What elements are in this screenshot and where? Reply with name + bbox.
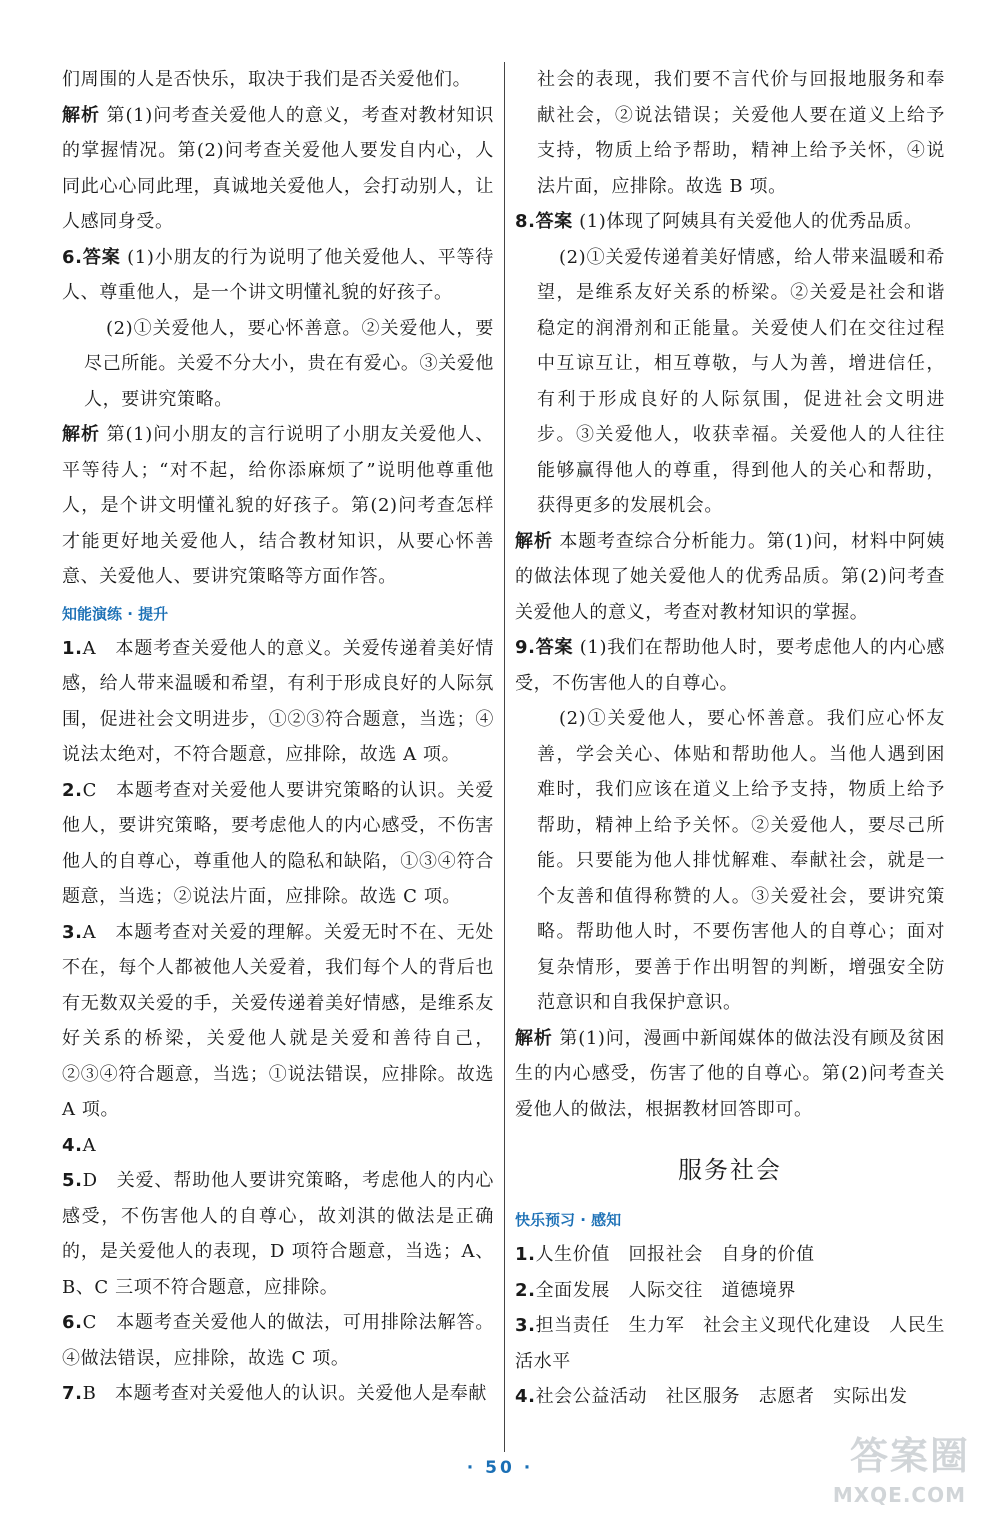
- answer-item: [62, 1305, 494, 1376]
- answer-item: [515, 1237, 945, 1273]
- answer-9-line: [515, 630, 945, 701]
- answer-text: A 本题考查关爱他人的意义。关爱传递着美好情感，给人带来温暖和希望，有利于形成良好的人际氛围，促进社会文明进步，①②③符合题意，当选；④说法太绝对，不符合题意，应排除，故选 A 项。: [62, 637, 494, 765]
- answer-item: [62, 1163, 494, 1305]
- answer-text: 全面发展 人际交往 道德境界: [535, 1279, 796, 1301]
- answer-text: (1)我们在帮助他人时，要考虑他人的内心感受，不伤害他人的自尊心。: [515, 637, 945, 694]
- answer-text-part2: (2)①关爱传递着美好情感，给人带来温暖和希望，是维系友好关系的桥梁。②关爱是社会和谐稳定的润滑剂和正能量。关爱使人们在交往过程中互谅互让，相互尊敬，与人为善，增进信任，有利于形成良好的人际氛围，促进社会文明进步。③关爱他人，收获幸福。关爱他人的人往往能够赢得他人的尊重，得到他人的关心和帮助，获得更多的发展机会。: [537, 246, 945, 516]
- question-number: 4.: [515, 1386, 536, 1407]
- page-number-value: 50: [485, 1458, 515, 1478]
- answer-item: [62, 773, 494, 915]
- answer-text: A 本题考查对关爱的理解。关爱无时不在、无处不在，每个人都被他人关爱着，我们每个人的背后也有无数双关爱的手，关爱传递着美好情感，是维系友好关系的桥梁，关爱他人就是关爱和善待自己，②③④符合题意，当选；①说法错误，应排除。故选 A 项。: [62, 921, 494, 1120]
- section-heading: 知能演练 · 提升: [62, 604, 169, 623]
- answer-label: 答案: [535, 637, 574, 658]
- column-divider: [504, 62, 505, 1452]
- answer-label: 答案: [535, 211, 573, 232]
- question-number: 1.: [515, 1244, 536, 1265]
- answer-text: D 关爱、帮助他人要讲究策略，考虑他人的内心感受，不伤害他人的自尊心，故刘淇的做法是正确的，是关爱他人的表现，D 项符合题意，当选；A、B、C 三项不符合题意，应排除。: [62, 1170, 494, 1298]
- analysis-label: 解析: [515, 530, 553, 552]
- answer-item: [515, 1308, 945, 1379]
- answer-text-part2: (2)①关爱他人，要心怀善意。②关爱他人，要尽己所能。关爱不分大小，贵在有爱心。③关爱他人，要讲究策略。: [84, 317, 494, 410]
- answer-item: [62, 631, 494, 773]
- answer-text: 社会公益活动 社区服务 志愿者 实际出发: [535, 1386, 908, 1407]
- watermark-url: MXQE.COM: [832, 1483, 966, 1507]
- analysis-text: 本题考查综合分析能力。第(1)问，材料中阿姨的做法体现了她关爱他人的优秀品质。第(2)问考查关爱他人的意义，考查对教材知识的掌握。: [515, 530, 946, 623]
- answer-item: [62, 1128, 494, 1164]
- analysis-text: 第(1)问小朋友的言行说明了小朋友关爱他人、平等待人；“对不起，给你添麻烦了”说明他尊重他人，是个讲文明懂礼貌的好孩子。第(2)问考查怎样才能更好地关爱他人，结合教材知识，从要心怀善意、关爱他人、要讲究策略等方面作答。: [62, 424, 494, 587]
- analysis-text: 第(1)问考查关爱他人的意义，考查对教材知识的掌握情况。第(2)问考查关爱他人要发自内心，人同此心心同此理，真诚地关爱他人，会打动别人，让人感同身受。: [62, 104, 494, 232]
- paragraph: 社会的表现，我们要不言代价与回报地服务和奉献社会，②说法错误；关爱他人要在道义上给予支持，物质上给予帮助，精神上给予关怀，④说法片面，应排除。故选 B 项。: [537, 69, 945, 197]
- question-number: 6.: [62, 1312, 83, 1333]
- question-number: 2.: [62, 779, 83, 801]
- right-column: [515, 62, 945, 1415]
- answer-text: (1)体现了阿姨具有关爱他人的优秀品质。: [579, 211, 923, 232]
- answer-text: (1)小朋友的行为说明了他关爱他人、平等待人、尊重他人，是一个讲文明懂礼貌的好孩子。: [62, 246, 494, 303]
- answer-8-line: [515, 204, 945, 240]
- analysis-label: 解析: [62, 424, 100, 445]
- answer-text: C 本题考查对关爱他人要讲究策略的认识。关爱他人，要讲究策略，要考虑他人的内心感受，不伤害他人的自尊心，尊重他人的隐私和缺陷，①③④符合题意，当选；②说法片面，应排除。故选 C 项。: [62, 779, 494, 907]
- analysis-text: 第(1)问，漫画中新闻媒体的做法没有顾及贫困生的内心感受，伤害了他的自尊心。第(2)问考查关爱他人的做法，根据教材回答即可。: [515, 1027, 946, 1120]
- lesson-title: 服务社会: [678, 1156, 782, 1184]
- answer-label: 答案: [82, 246, 121, 268]
- question-number: 6.: [62, 246, 83, 268]
- answer-item: [515, 1379, 945, 1415]
- question-number: 8.: [515, 211, 536, 232]
- answer-item: [515, 1273, 945, 1309]
- question-number: 7.: [62, 1383, 83, 1404]
- answer-text: 人生价值 回报社会 自身的价值: [535, 1244, 815, 1265]
- analysis-paragraph: [62, 417, 494, 595]
- paragraph: 们周围的人是否快乐，取决于我们是否关爱他们。: [62, 69, 472, 90]
- answer-text: B 本题考查对关爱他人的认识。关爱他人是奉献: [82, 1383, 487, 1404]
- watermark-text: 答案圈: [849, 1434, 970, 1478]
- answer-text: C 本题考查关爱他人的做法，可用排除法解答。④做法错误，应排除，故选 C 项。: [62, 1312, 494, 1369]
- question-number: 3.: [62, 921, 83, 943]
- question-number: 3.: [515, 1315, 536, 1336]
- analysis-paragraph: [62, 98, 494, 240]
- answer-item: [62, 1376, 494, 1412]
- answer-6-line: [62, 240, 494, 311]
- left-column: [62, 62, 494, 1412]
- section-heading: 快乐预习 · 感知: [515, 1211, 622, 1229]
- watermark-logo: [820, 1425, 970, 1507]
- analysis-paragraph: [515, 1021, 945, 1128]
- question-number: 2.: [515, 1279, 536, 1301]
- answer-text-part2: (2)①关爱他人，要心怀善意。我们应心怀友善，学会关心、体贴和帮助他人。当他人遇到困难时，我们应该在道义上给予支持，物质上给予帮助，精神上给予关怀。②关爱他人，要尽己所能。只要能为他人排忧解难、奉献社会，就是一个友善和值得称赞的人。③关爱社会，要讲究策略。帮助他人时，不要伤害他人的自尊心；面对复杂情形，要善于作出明智的判断，增强安全防范意识和自我保护意识。: [537, 708, 945, 1013]
- question-number: 9.: [515, 637, 536, 658]
- analysis-paragraph: [515, 524, 945, 631]
- answer-item: [62, 915, 494, 1128]
- question-number: 4.: [62, 1134, 83, 1156]
- answer-text: A: [82, 1134, 97, 1156]
- analysis-label: 解析: [62, 104, 100, 126]
- analysis-label: 解析: [515, 1027, 553, 1049]
- question-number: 5.: [62, 1170, 83, 1191]
- answer-text: 担当责任 生力军 社会主义现代化建设 人民生活水平: [515, 1315, 945, 1372]
- question-number: 1.: [62, 637, 83, 659]
- page-number: · 50 ·: [466, 1458, 534, 1478]
